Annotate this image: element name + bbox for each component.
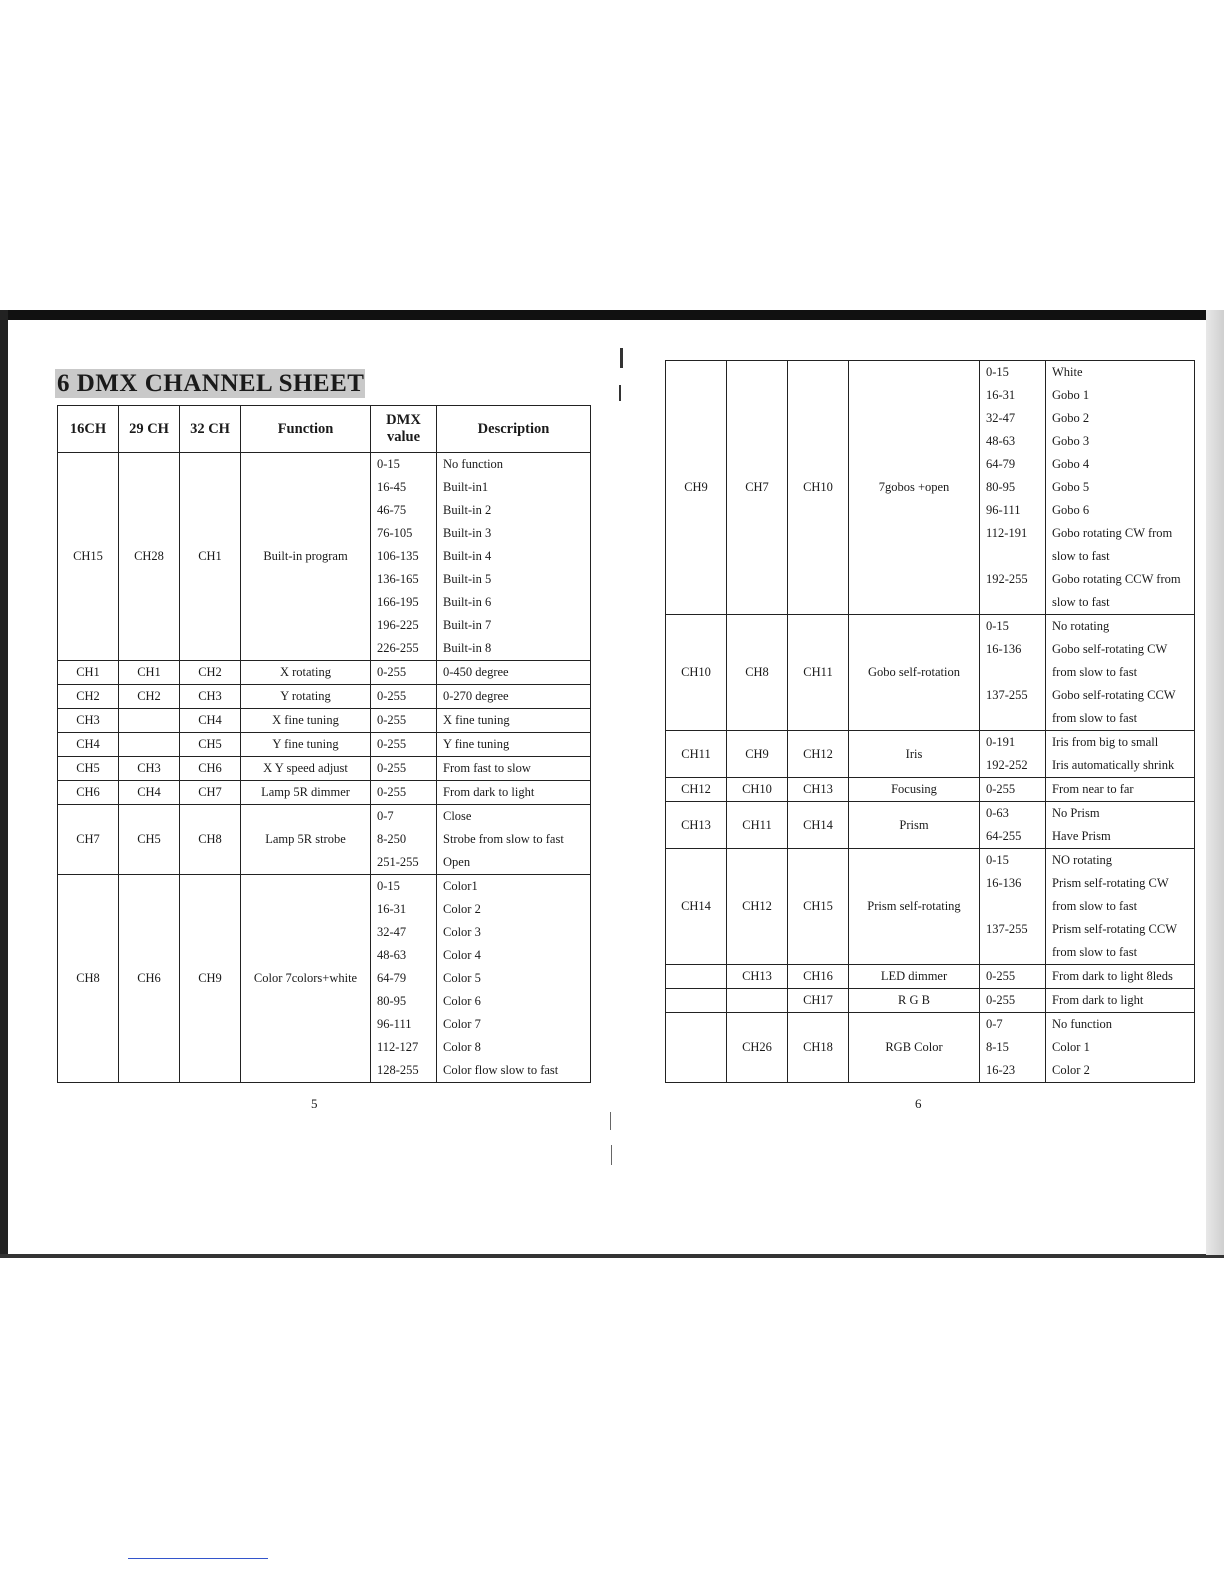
cell-function: R G B xyxy=(849,989,980,1013)
dmx-value-line: 96-111 xyxy=(377,1017,412,1031)
dmx-value-line xyxy=(980,895,1045,918)
cell-function: X fine tuning xyxy=(241,709,371,733)
cell-function: 7gobos +open xyxy=(849,361,980,615)
cell-16ch xyxy=(666,1013,727,1083)
cell-32ch: CH9 xyxy=(180,875,241,1083)
description-line: 0-270 degree xyxy=(443,689,509,703)
cell-16ch: CH15 xyxy=(58,453,119,661)
dmx-value-line: 32-47 xyxy=(986,411,1016,425)
dmx-value-line: 112-191 xyxy=(986,526,1028,540)
dmx-value-line: 137-255 xyxy=(986,688,1028,702)
dmx-value-line: 48-63 xyxy=(377,948,407,962)
dmx-value-line: 0-15 xyxy=(986,365,1009,379)
dmx-value-line: 16-136 xyxy=(986,876,1022,890)
binding-mark xyxy=(610,1112,611,1130)
cell-32ch: CH10 xyxy=(788,361,849,615)
cell-32ch: CH4 xyxy=(180,709,241,733)
dmx-value-line: 0-15 xyxy=(986,853,1009,867)
cell-description xyxy=(1046,802,1195,849)
description-line: from slow to fast xyxy=(1052,711,1138,725)
cell-29ch: CH4 xyxy=(119,781,180,805)
table-row xyxy=(666,989,1195,1013)
dmx-value-line: 76-105 xyxy=(377,526,413,540)
description-line: Color flow slow to fast xyxy=(443,1063,559,1077)
table-row xyxy=(666,615,1195,731)
cell-dmx-value xyxy=(371,685,437,709)
description-line: Close xyxy=(443,809,472,823)
table-row xyxy=(58,733,591,757)
cell-description xyxy=(1046,361,1195,615)
cell-29ch: CH11 xyxy=(727,802,788,849)
dmx-value-line: 128-255 xyxy=(377,1063,419,1077)
description-line: Gobo self-rotating CW xyxy=(1052,642,1168,656)
dmx-value-line: 0-63 xyxy=(986,806,1009,820)
dmx-value-line: 137-255 xyxy=(986,922,1028,936)
cell-function: Focusing xyxy=(849,778,980,802)
dmx-value-line: 64-79 xyxy=(986,457,1016,471)
cell-function: Iris xyxy=(849,731,980,778)
description-line: Gobo rotating CW from xyxy=(1052,526,1173,540)
cell-dmx-value xyxy=(980,965,1046,989)
description-line: Gobo 1 xyxy=(1052,388,1090,402)
dmx-value-line: 112-127 xyxy=(377,1040,419,1054)
cell-description xyxy=(437,453,591,661)
dmx-value-line: 0-7 xyxy=(377,809,394,823)
cell-function: Y fine tuning xyxy=(241,733,371,757)
cell-32ch: CH12 xyxy=(788,731,849,778)
cell-16ch: CH11 xyxy=(666,731,727,778)
dmx-value-line: 32-47 xyxy=(377,925,407,939)
dmx-value-line: 106-135 xyxy=(377,549,419,563)
dmx-value-line: 8-15 xyxy=(986,1040,1009,1054)
description-line: Color 7 xyxy=(443,1017,481,1031)
dmx-value-line xyxy=(980,591,1045,614)
cell-16ch: CH2 xyxy=(58,685,119,709)
dmx-value-line: 46-75 xyxy=(377,503,407,517)
cell-dmx-value xyxy=(371,709,437,733)
cell-32ch: CH5 xyxy=(180,733,241,757)
cell-16ch xyxy=(666,965,727,989)
dmx-value-line: 0-255 xyxy=(377,689,407,703)
cell-function: RGB Color xyxy=(849,1013,980,1083)
dmx-value-line: 226-255 xyxy=(377,641,419,655)
description-line: NO rotating xyxy=(1052,853,1113,867)
header-32ch: 32 CH xyxy=(180,406,241,453)
cell-dmx-value xyxy=(371,875,437,1083)
cell-description xyxy=(1046,778,1195,802)
cell-function: Lamp 5R dimmer xyxy=(241,781,371,805)
cell-32ch: CH8 xyxy=(180,805,241,875)
dmx-value-line: 0-15 xyxy=(377,457,400,471)
description-line: Built-in1 xyxy=(443,480,489,494)
cell-16ch: CH5 xyxy=(58,757,119,781)
cell-description xyxy=(437,733,591,757)
cell-dmx-value xyxy=(371,805,437,875)
dmx-value-line xyxy=(980,707,1045,730)
cell-dmx-value xyxy=(980,1013,1046,1083)
dmx-value-line: 16-45 xyxy=(377,480,407,494)
description-line: Gobo 6 xyxy=(1052,503,1090,517)
dmx-value-line: 0-7 xyxy=(986,1017,1003,1031)
cell-function: Gobo self-rotation xyxy=(849,615,980,731)
description-line: Prism self-rotating CW xyxy=(1052,876,1169,890)
cell-description xyxy=(1046,615,1195,731)
table-row xyxy=(58,781,591,805)
description-line: Gobo 3 xyxy=(1052,434,1090,448)
cell-32ch: CH11 xyxy=(788,615,849,731)
page-number-left: 5 xyxy=(311,1096,318,1111)
dmx-value-line: 0-15 xyxy=(377,879,400,893)
description-line: Built-in 3 xyxy=(443,526,492,540)
description-line: Gobo 2 xyxy=(1052,411,1090,425)
dmx-value-line: 0-255 xyxy=(986,993,1016,1007)
dmx-value-line: 0-255 xyxy=(377,713,407,727)
table-row xyxy=(666,802,1195,849)
table-row xyxy=(666,849,1195,965)
cell-description xyxy=(437,781,591,805)
description-line: Color 6 xyxy=(443,994,481,1008)
dmx-value-line: 0-191 xyxy=(986,735,1016,749)
dmx-value-line: 96-111 xyxy=(986,503,1021,517)
dmx-channel-table-right xyxy=(665,360,1195,1083)
dmx-value-line: 16-31 xyxy=(986,388,1016,402)
binding-mark xyxy=(619,385,621,401)
scan-border-left xyxy=(0,310,8,1255)
description-line: Open xyxy=(443,855,471,869)
cell-29ch: CH2 xyxy=(119,685,180,709)
cell-32ch: CH15 xyxy=(788,849,849,965)
description-line: Color 4 xyxy=(443,948,481,962)
cell-16ch: CH12 xyxy=(666,778,727,802)
section-heading: 6 DMX CHANNEL SHEET xyxy=(57,370,365,397)
dmx-value-line: 16-23 xyxy=(986,1063,1016,1077)
cell-29ch: CH10 xyxy=(727,778,788,802)
description-line: From dark to light xyxy=(443,785,535,799)
cell-16ch: CH7 xyxy=(58,805,119,875)
dmx-value-line: 64-255 xyxy=(986,829,1022,843)
cell-function: Prism xyxy=(849,802,980,849)
description-line: Prism self-rotating CCW xyxy=(1052,922,1177,936)
description-line: Color1 xyxy=(443,879,478,893)
dmx-value-line: 0-255 xyxy=(986,969,1016,983)
cell-dmx-value xyxy=(980,731,1046,778)
cell-description xyxy=(1046,1013,1195,1083)
description-line: Built-in 4 xyxy=(443,549,492,563)
dmx-value-line: 0-255 xyxy=(377,761,407,775)
description-line: Gobo 4 xyxy=(1052,457,1090,471)
cell-16ch xyxy=(666,989,727,1013)
cell-16ch: CH9 xyxy=(666,361,727,615)
dmx-value-line: 16-136 xyxy=(986,642,1022,656)
cell-16ch: CH6 xyxy=(58,781,119,805)
dmx-value-line: 0-255 xyxy=(986,782,1016,796)
cell-32ch: CH1 xyxy=(180,453,241,661)
dmx-value-line: 64-79 xyxy=(377,971,407,985)
dmx-channel-table-left xyxy=(57,405,591,1083)
cell-description xyxy=(437,875,591,1083)
cell-description xyxy=(437,661,591,685)
cell-dmx-value xyxy=(980,778,1046,802)
cell-29ch: CH12 xyxy=(727,849,788,965)
cell-29ch xyxy=(727,989,788,1013)
cell-dmx-value xyxy=(980,802,1046,849)
cell-29ch xyxy=(119,709,180,733)
cell-16ch: CH8 xyxy=(58,875,119,1083)
cell-dmx-value xyxy=(980,361,1046,615)
cell-29ch: CH9 xyxy=(727,731,788,778)
dmx-value-line: 80-95 xyxy=(986,480,1016,494)
cell-dmx-value xyxy=(980,989,1046,1013)
cell-32ch: CH18 xyxy=(788,1013,849,1083)
cell-dmx-value xyxy=(980,849,1046,965)
description-line: From fast to slow xyxy=(443,761,531,775)
cell-16ch: CH4 xyxy=(58,733,119,757)
table-header-row xyxy=(58,406,591,453)
cell-dmx-value xyxy=(371,781,437,805)
scan-border-right xyxy=(1206,310,1224,1255)
cell-16ch: CH13 xyxy=(666,802,727,849)
dmx-value-line: 166-195 xyxy=(377,595,419,609)
cell-29ch xyxy=(119,733,180,757)
description-line: From dark to light 8leds xyxy=(1052,969,1173,983)
cell-16ch: CH10 xyxy=(666,615,727,731)
dmx-value-line: 48-63 xyxy=(986,434,1016,448)
description-line: Have Prism xyxy=(1052,829,1111,843)
table-row xyxy=(58,453,591,661)
description-line: slow to fast xyxy=(1052,595,1110,609)
cell-32ch: CH17 xyxy=(788,989,849,1013)
description-line: from slow to fast xyxy=(1052,665,1138,679)
cell-description xyxy=(437,685,591,709)
cell-32ch: CH2 xyxy=(180,661,241,685)
description-line: Strobe from slow to fast xyxy=(443,832,564,846)
cell-29ch: CH13 xyxy=(727,965,788,989)
scan-border-bottom xyxy=(0,1254,1224,1258)
table-row xyxy=(58,661,591,685)
cell-29ch: CH7 xyxy=(727,361,788,615)
description-line: Gobo self-rotating CCW xyxy=(1052,688,1176,702)
cell-function: Color 7colors+white xyxy=(241,875,371,1083)
cell-29ch: CH8 xyxy=(727,615,788,731)
description-line: Built-in 6 xyxy=(443,595,492,609)
table-row xyxy=(666,778,1195,802)
description-line: Iris automatically shrink xyxy=(1052,758,1175,772)
cell-description xyxy=(437,805,591,875)
dmx-value-line: 8-250 xyxy=(377,832,407,846)
description-line: from slow to fast xyxy=(1052,899,1138,913)
cell-16ch: CH3 xyxy=(58,709,119,733)
description-line: Color 8 xyxy=(443,1040,481,1054)
header-16ch: 16CH xyxy=(58,406,119,453)
description-line: Gobo 5 xyxy=(1052,480,1090,494)
cell-29ch: CH3 xyxy=(119,757,180,781)
table-row xyxy=(666,731,1195,778)
dmx-value-line: 251-255 xyxy=(377,855,419,869)
dmx-value-line: 16-31 xyxy=(377,902,407,916)
description-line: Built-in 2 xyxy=(443,503,492,517)
cell-16ch: CH14 xyxy=(666,849,727,965)
dmx-value-line: 196-225 xyxy=(377,618,419,632)
dmx-value-line: 136-165 xyxy=(377,572,419,586)
dmx-value-line: 0-255 xyxy=(377,785,407,799)
header-29ch: 29 CH xyxy=(119,406,180,453)
description-line: from slow to fast xyxy=(1052,945,1138,959)
cell-function: X rotating xyxy=(241,661,371,685)
header-description: Description xyxy=(437,406,591,453)
table-row xyxy=(666,965,1195,989)
header-function: Function xyxy=(241,406,371,453)
cell-description xyxy=(1046,965,1195,989)
cell-function: X Y speed adjust xyxy=(241,757,371,781)
table-row xyxy=(58,709,591,733)
underline-mark xyxy=(128,1558,268,1559)
cell-32ch: CH16 xyxy=(788,965,849,989)
cell-32ch: CH14 xyxy=(788,802,849,849)
cell-description xyxy=(1046,849,1195,965)
description-line: Gobo rotating CCW from xyxy=(1052,572,1181,586)
dmx-value-line: 0-255 xyxy=(377,665,407,679)
cell-description xyxy=(1046,731,1195,778)
description-line: No function xyxy=(443,457,504,471)
cell-function: Built-in program xyxy=(241,453,371,661)
cell-29ch: CH5 xyxy=(119,805,180,875)
dmx-value-line: 0-15 xyxy=(986,619,1009,633)
cell-description xyxy=(437,709,591,733)
table-row xyxy=(666,361,1195,615)
cell-29ch: CH28 xyxy=(119,453,180,661)
cell-29ch: CH1 xyxy=(119,661,180,685)
cell-32ch: CH3 xyxy=(180,685,241,709)
dmx-value-line: 0-255 xyxy=(377,737,407,751)
description-line: No Prism xyxy=(1052,806,1100,820)
table-row xyxy=(58,757,591,781)
dmx-value-line: 192-255 xyxy=(986,572,1028,586)
binding-mark xyxy=(611,1145,612,1165)
cell-dmx-value xyxy=(371,757,437,781)
description-line: Color 2 xyxy=(1052,1063,1090,1077)
description-line: 0-450 degree xyxy=(443,665,509,679)
cell-function: Lamp 5R strobe xyxy=(241,805,371,875)
dmx-value-line xyxy=(980,941,1045,964)
cell-dmx-value xyxy=(371,661,437,685)
cell-dmx-value xyxy=(371,733,437,757)
table-row xyxy=(666,1013,1195,1083)
description-line: Iris from big to small xyxy=(1052,735,1159,749)
cell-32ch: CH7 xyxy=(180,781,241,805)
dmx-value-line: 80-95 xyxy=(377,994,407,1008)
description-line: Color 2 xyxy=(443,902,481,916)
page-number-right: 6 xyxy=(915,1096,922,1111)
dmx-value-line xyxy=(980,661,1045,684)
description-line: From near to far xyxy=(1052,782,1134,796)
description-line: White xyxy=(1052,365,1083,379)
description-line: No function xyxy=(1052,1017,1113,1031)
table-row xyxy=(58,685,591,709)
description-line: Built-in 5 xyxy=(443,572,492,586)
description-line: No rotating xyxy=(1052,619,1110,633)
description-line: Y fine tuning xyxy=(443,737,510,751)
description-line: Built-in 8 xyxy=(443,641,492,655)
table-row xyxy=(58,875,591,1083)
description-line: From dark to light xyxy=(1052,993,1144,1007)
description-line: Built-in 7 xyxy=(443,618,492,632)
description-line: X fine tuning xyxy=(443,713,510,727)
cell-32ch: CH6 xyxy=(180,757,241,781)
cell-dmx-value xyxy=(980,615,1046,731)
scan-border-top xyxy=(0,310,1224,320)
table-row xyxy=(58,805,591,875)
description-line: Color 5 xyxy=(443,971,481,985)
cell-dmx-value xyxy=(371,453,437,661)
cell-function: Y rotating xyxy=(241,685,371,709)
cell-description xyxy=(437,757,591,781)
cell-function: Prism self-rotating xyxy=(849,849,980,965)
cell-function: LED dimmer xyxy=(849,965,980,989)
cell-29ch: CH6 xyxy=(119,875,180,1083)
binding-mark xyxy=(620,348,623,368)
description-line: Color 3 xyxy=(443,925,481,939)
cell-16ch: CH1 xyxy=(58,661,119,685)
dmx-value-line xyxy=(980,545,1045,568)
cell-29ch: CH26 xyxy=(727,1013,788,1083)
header-dmx-value: DMX value xyxy=(371,406,437,453)
cell-32ch: CH13 xyxy=(788,778,849,802)
dmx-value-line: 192-252 xyxy=(986,758,1028,772)
description-line: Color 1 xyxy=(1052,1040,1090,1054)
cell-description xyxy=(1046,989,1195,1013)
description-line: slow to fast xyxy=(1052,549,1110,563)
